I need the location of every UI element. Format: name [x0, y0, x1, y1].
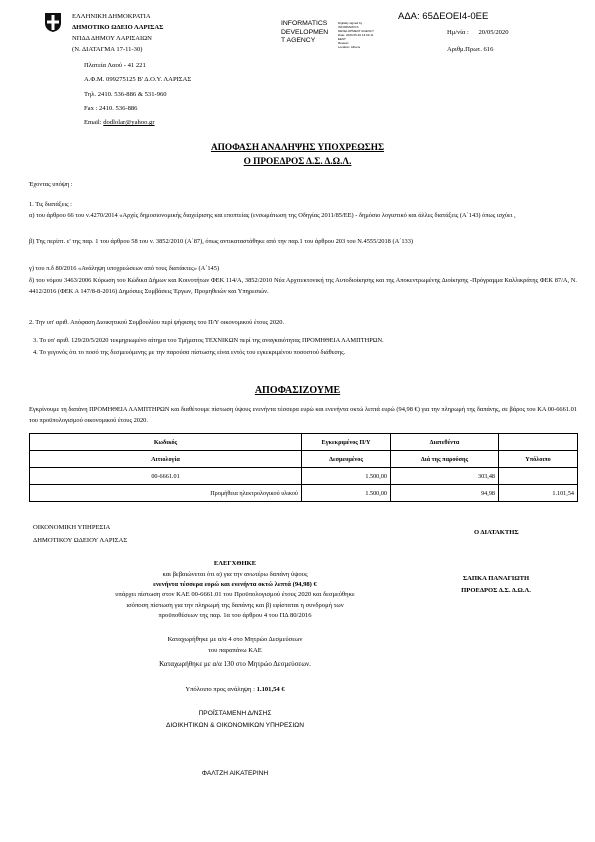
sig-line: Reason:: [338, 41, 350, 45]
sig-line: EEST: [338, 37, 346, 41]
ada-code: ΑΔΑ: 65ΔΕΟΕΙ4-0ΕΕ: [398, 11, 489, 22]
balance-value: 1.101,54 €: [256, 686, 285, 693]
sig-line: DEVELOPMENT AGENCY: [338, 29, 374, 33]
th-reason: Αιτιολογία: [30, 451, 302, 468]
check-line: ενενήντα τέσσερα ευρώ και ενενήντα οκτώ λεπτά (94,98) €: [153, 581, 317, 589]
table-row: [30, 485, 578, 502]
th-code: Κωδικός: [30, 434, 302, 451]
director-title-line2: ΔΙΟΙΚΗΤΙΚΩΝ & ΟΙΚΟΝΟΜΙΚΩΝ ΥΠΗΡΕΣΙΩΝ: [166, 722, 304, 729]
th-empty: [499, 434, 578, 451]
cell-allocated: 303,48: [391, 468, 499, 485]
phone: Τηλ. 2410. 536-886 & 531-960: [84, 90, 167, 98]
email-line: [84, 116, 191, 130]
clause-3: 3. Το υπ' αριθ. 129/20/5/2020 τεκμηριωμένο αίτημα του Τμήματος ΤΕΧΝΙΚΩΝ περί της αναγκαιότητας ΠΡΟΜΗΘΕΙΑ ΛΑΜΠΤΗΡΩΝ.: [33, 337, 384, 344]
table-row: [30, 468, 578, 485]
document-subtitle: Ο ΠΡΟΕΔΡΟΣ Δ.Σ. Δ.Ω.Λ.: [243, 157, 352, 167]
registry-entry: [60, 634, 410, 656]
director-name: ΦΑΛΤΖΗ ΑΙΚΑΤΕΡΙΝΗ: [201, 770, 269, 777]
cell-empty: [499, 468, 578, 485]
org-decree: (Ν. ΔΙΑΤΑΓΜΑ 17-11-30): [72, 46, 143, 53]
check-text: [60, 570, 410, 621]
cell-balance: 1.101,54: [499, 485, 578, 502]
date-line: [447, 27, 509, 38]
org-country: ΕΛΛΗΝΙΚΗ ΔΗΜΟΚΡΑΤΙΑ: [72, 13, 151, 20]
check-heading: ΕΛΕΓΧΘΗΚΕ: [213, 560, 257, 567]
finance-dept: [33, 521, 127, 547]
clause-2: 2. Την υπ' αριθ. Απόφαση Διοικητικού Συμβουλίου περί ψήφισης του Π/Υ οικονομικού έτους 2020.: [29, 319, 285, 326]
date-label: Ημ/νία :: [447, 29, 469, 36]
date-value: 20/05/2020: [478, 29, 509, 36]
th-committed: Δεσμευμένος: [302, 451, 391, 468]
decision-heading: ΑΠΟΦΑΣΙΖΟΥΜΕ: [254, 385, 341, 396]
cell-approved: 1.500,00: [302, 468, 391, 485]
ita-logo-line3: T AGENCY: [281, 37, 316, 45]
tax-id: Α.Φ.Μ. 099275125 Β' Δ.Ο.Υ. ΛΑΡΙΣΑΣ: [84, 76, 192, 84]
authorizing-officer: [440, 573, 552, 597]
balance-line: [60, 684, 410, 695]
digital-signature-text: [338, 21, 374, 49]
sig-line: INFORMATICS: [338, 25, 359, 29]
email-link[interactable]: dodlolar@yahoo.gr: [103, 119, 155, 127]
clause-4: 4. Το γεγονός ότι το ποσό της δεσμευόμενης με την παρούσα πίστωσης είναι εντός του εγκεκριμένου ποσοστού διάθεσης.: [33, 349, 346, 356]
authorizing-officer-title: Ο ΔΙΑΤΑΚΤΗΣ: [474, 529, 519, 536]
th-present: Διά της παρούσης: [391, 451, 499, 468]
ita-logo-line2: DEVELOPMEN: [281, 28, 329, 36]
email-label: Email:: [84, 119, 102, 127]
org-name: ΔΗΜΟΤΙΚΟ ΩΔΕΙΟ ΛΑΡΙΣΑΣ: [72, 24, 164, 31]
address: Πλατεία Λαού - 41 221: [84, 62, 146, 69]
clause-1-heading: 1. Τις διατάξεις :: [29, 201, 72, 208]
finance-dept-line1: ΟΙΚΟΝΟΜΙΚΗ ΥΠΗΡΕΣΙΑ: [33, 524, 111, 531]
th-allocated: Διατεθέντα: [391, 434, 499, 451]
balance-label: Υπόλοιπο προς ανάληψη :: [185, 686, 255, 693]
table-header-row: [30, 434, 578, 451]
officer-role: ΠΡΟΕΔΡΟΣ Δ.Σ. Δ.Ω.Λ.: [461, 587, 531, 594]
sig-line: Digitally signed by: [338, 21, 363, 25]
officer-name: ΣΑΠΚΑ ΠΑΝΑΓΙΩΤΗ: [462, 575, 530, 582]
document-title: ΑΠΟΦΑΣΗ ΑΝΑΛΗΨΗΣ ΥΠΟΧΡΕΩΣΗΣ: [210, 143, 385, 153]
registry-line3: Καταχωρήθηκε με α/α 130 στο Μητρώο Δεσμεύσεων.: [159, 660, 311, 668]
decision-text: Εγκρίνουμε τη δαπάνη ΠΡΟΜΗΘΕΙΑ ΛΑΜΠΤΗΡΩΝ και διαθέτουμε πίστωση ύψους ενενήντα τέσσερα ευρώ και ενενήντα οκτώ λεπτά ευρώ (94,98 €) για την πληρωμή της δαπάνης, σε βάρος του ΚΑ 00-6661.01 του προϋπολογισμού οικονομικού έτους 2020.: [29, 406, 577, 424]
check-line: ισόποση πίστωση για την πληρωμή της δαπάνης και β) εφίσταται η συνδρομή των: [126, 601, 344, 609]
org-block: [72, 11, 163, 55]
th-balance: Υπόλοιπο: [499, 451, 578, 468]
cell-code: 00-6661.01: [30, 468, 302, 485]
cell-present: 94,98: [391, 485, 499, 502]
protocol-number: Αριθμ.Πρωτ. 616: [447, 46, 494, 53]
director-title: [60, 708, 410, 732]
cell-reason: Προμήθεια ηλεκτρολογικού υλικού: [30, 485, 302, 502]
check-line: υπάρχει πίστωση στον ΚΑΕ 00-6661.01 του Προϋπολογισμού έτους 2020 και δεσμεύθηκε: [115, 591, 355, 599]
th-approved: Εγκεκριμένος Π/Υ: [302, 434, 391, 451]
budget-table: [29, 433, 578, 502]
check-line: και βεβαιώνεται ότι α) για την ανωτέρω δαπάνη ύψους: [162, 571, 308, 578]
clause-1c: γ) του π.δ 80/2016 «Ανάληψη υποχρεώσεων από τους διατάκτες» (Α΄145): [29, 265, 220, 272]
org-type: ΝΠΔΔ ΔΗΜΟΥ ΛΑΡΙΣΑΙΩΝ: [72, 35, 152, 42]
sig-line: Date: 2020.05.20 13:02:11: [338, 33, 374, 37]
finance-dept-line2: ΔΗΜΟΤΙΚΟΥ ΩΔΕΙΟΥ ΛΑΡΙΣΑΣ: [33, 537, 128, 544]
greek-crest-emblem: [43, 12, 63, 33]
intro-text: Έχοντας υπόψη :: [29, 181, 73, 188]
ita-logo-line1: INFORMATICS: [281, 20, 328, 27]
contact-block: [84, 59, 191, 130]
table-header-row: [30, 451, 578, 468]
clause-1b: β) Της περίπτ. ε' της παρ. 1 του άρθρου 58 του ν. 3852/2010 (Α΄87), όπως αντικαταστάθηκε από την παρ.1 του άρθρου 203 του Ν.4555/2018 (Α΄133): [29, 238, 414, 245]
check-line: προϋποθέσεων της παρ. 1α του άρθρου 4 του ΠΔ 80/2016: [158, 611, 312, 619]
ita-logo: [281, 20, 328, 46]
clause-1a: α) του άρθρου 66 του ν.4270/2014 «Αρχές δημοσιονομικής διαχείρισης και εποπτείας (ενσωμάτωση της Οδηγίας 2011/85/ΕΕ) - δημόσιο λογιστικό και άλλες διατάξεις (Α΄143) όπως ισχύει ,: [29, 212, 516, 219]
registry-line1: Καταχωρήθηκε με α/α 4 στο Μητρώο Δεσμεύσεων: [167, 636, 303, 643]
sig-line: Location: Athens: [338, 45, 361, 49]
cell-committed: 1.500,00: [302, 485, 391, 502]
registry-line2: του παραπάνω ΚΑΕ: [208, 647, 262, 654]
fax: Fax : 2410. 536-886: [84, 104, 138, 112]
director-title-line1: ΠΡΟΪΣΤΑΜΕΝΗ Δ/ΝΣΗΣ: [198, 710, 272, 717]
clause-1d: δ) του νόμου 3463/2006 Κύρωση του Κώδικα Δήμων και Κοινοτήτων ΦΕΚ 114/Α, 3852/2010 Νέα Αρχιτεκτονική της Αυτοδιοίκησης και της Αποκεντρωμένης Διοίκησης -Πρόγραμμα Καλλικράτης ΦΕΚ 87/Α, Ν. 4412/2016 (ΦΕΚ Α 147/8-8-2016) Δημόσιες Συμβάσεις Έργων, Προμηθειών και Υπηρεσιών.: [29, 277, 577, 295]
